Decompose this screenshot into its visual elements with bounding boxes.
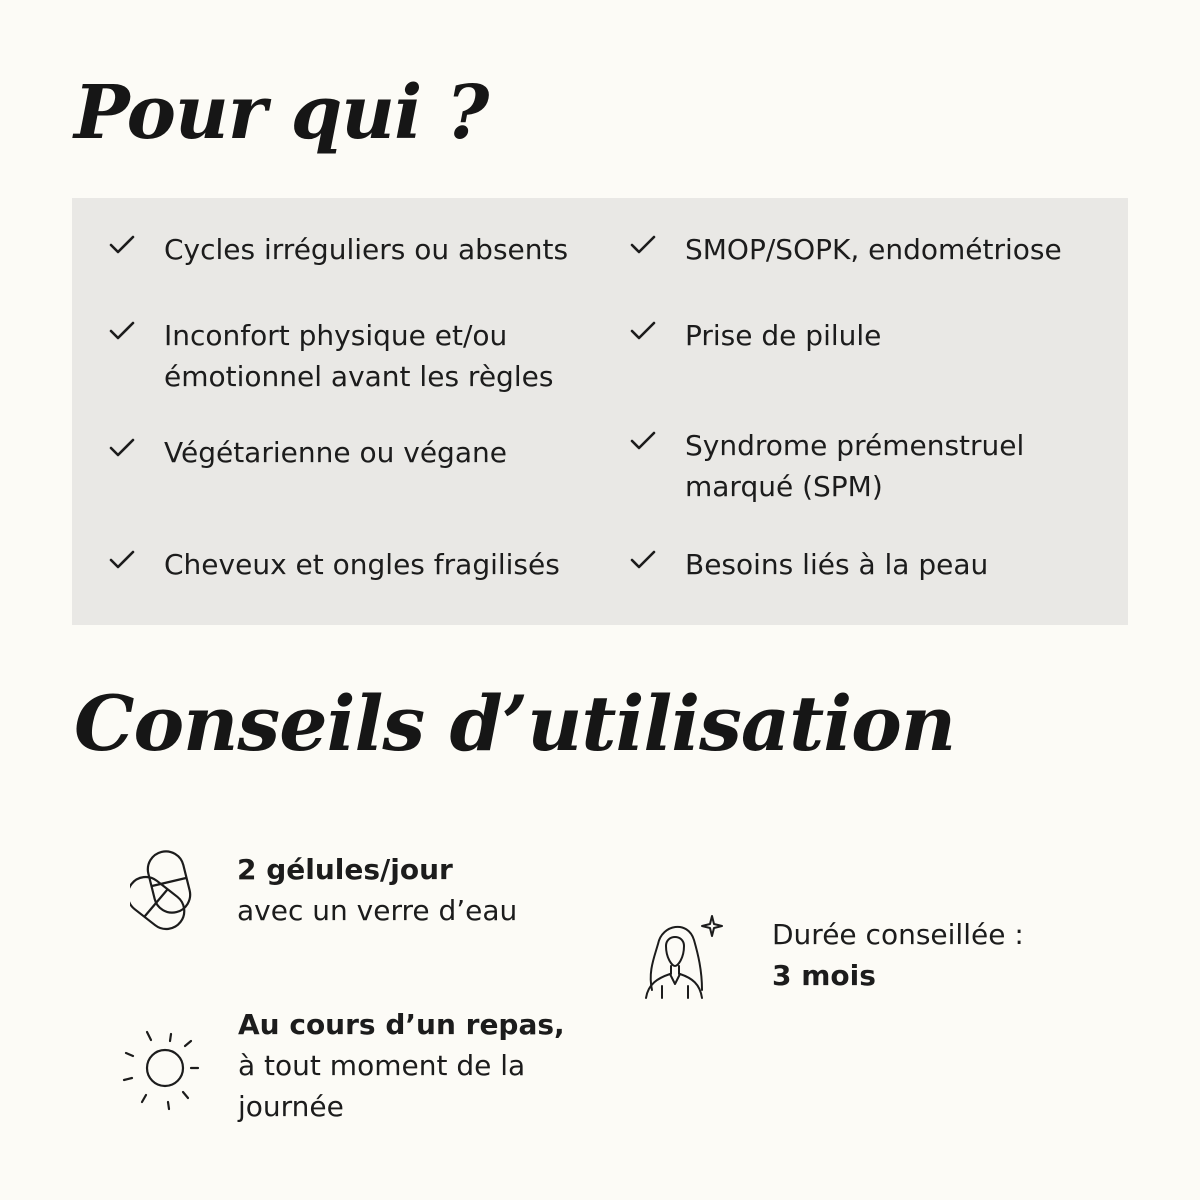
dosage-line-1: 2 gélules/jour (237, 853, 453, 886)
list-item-label: Prise de pilule (685, 319, 882, 352)
checkmark-icon (629, 231, 657, 259)
checkmark-icon (629, 427, 657, 455)
list-item-label: Cheveux et ongles fragilisés (164, 548, 560, 581)
checkmark-icon (108, 546, 136, 574)
checkmark-icon (108, 231, 136, 259)
duration-line-1: Durée conseillée : (772, 918, 1024, 951)
sun-icon (120, 1012, 210, 1112)
checkmark-icon (108, 317, 136, 345)
woman-sparkle-icon (640, 912, 730, 1000)
target-audience-panel (72, 198, 1128, 625)
dosage-line-2: avec un verre d’eau (237, 894, 518, 927)
timing-line-3: journée (238, 1090, 344, 1123)
list-item-label: Végétarienne ou végane (164, 436, 507, 469)
list-item-label: Inconfort physique et/ou émotionnel avant les règles (164, 319, 554, 393)
section-title-conseils: Conseils d’utilisation (74, 679, 956, 768)
list-item-label: Cycles irréguliers ou absents (164, 233, 569, 266)
timing-line-2: à tout moment de la (238, 1049, 526, 1082)
checkmark-icon (629, 546, 657, 574)
section-title-pour-qui: Pour qui ? (74, 70, 489, 156)
list-item-label: Besoins liés à la peau (685, 548, 989, 581)
duration-line-2: 3 mois (772, 959, 876, 992)
list-item-label: SMOP/SOPK, endométriose (685, 233, 1062, 266)
checkmark-icon (108, 434, 136, 462)
list-item-label: Syndrome prémenstruel marqué (SPM) (685, 429, 1025, 503)
checkmark-icon (629, 317, 657, 345)
capsules-icon (130, 846, 200, 936)
timing-line-1: Au cours d’un repas, (238, 1008, 565, 1041)
